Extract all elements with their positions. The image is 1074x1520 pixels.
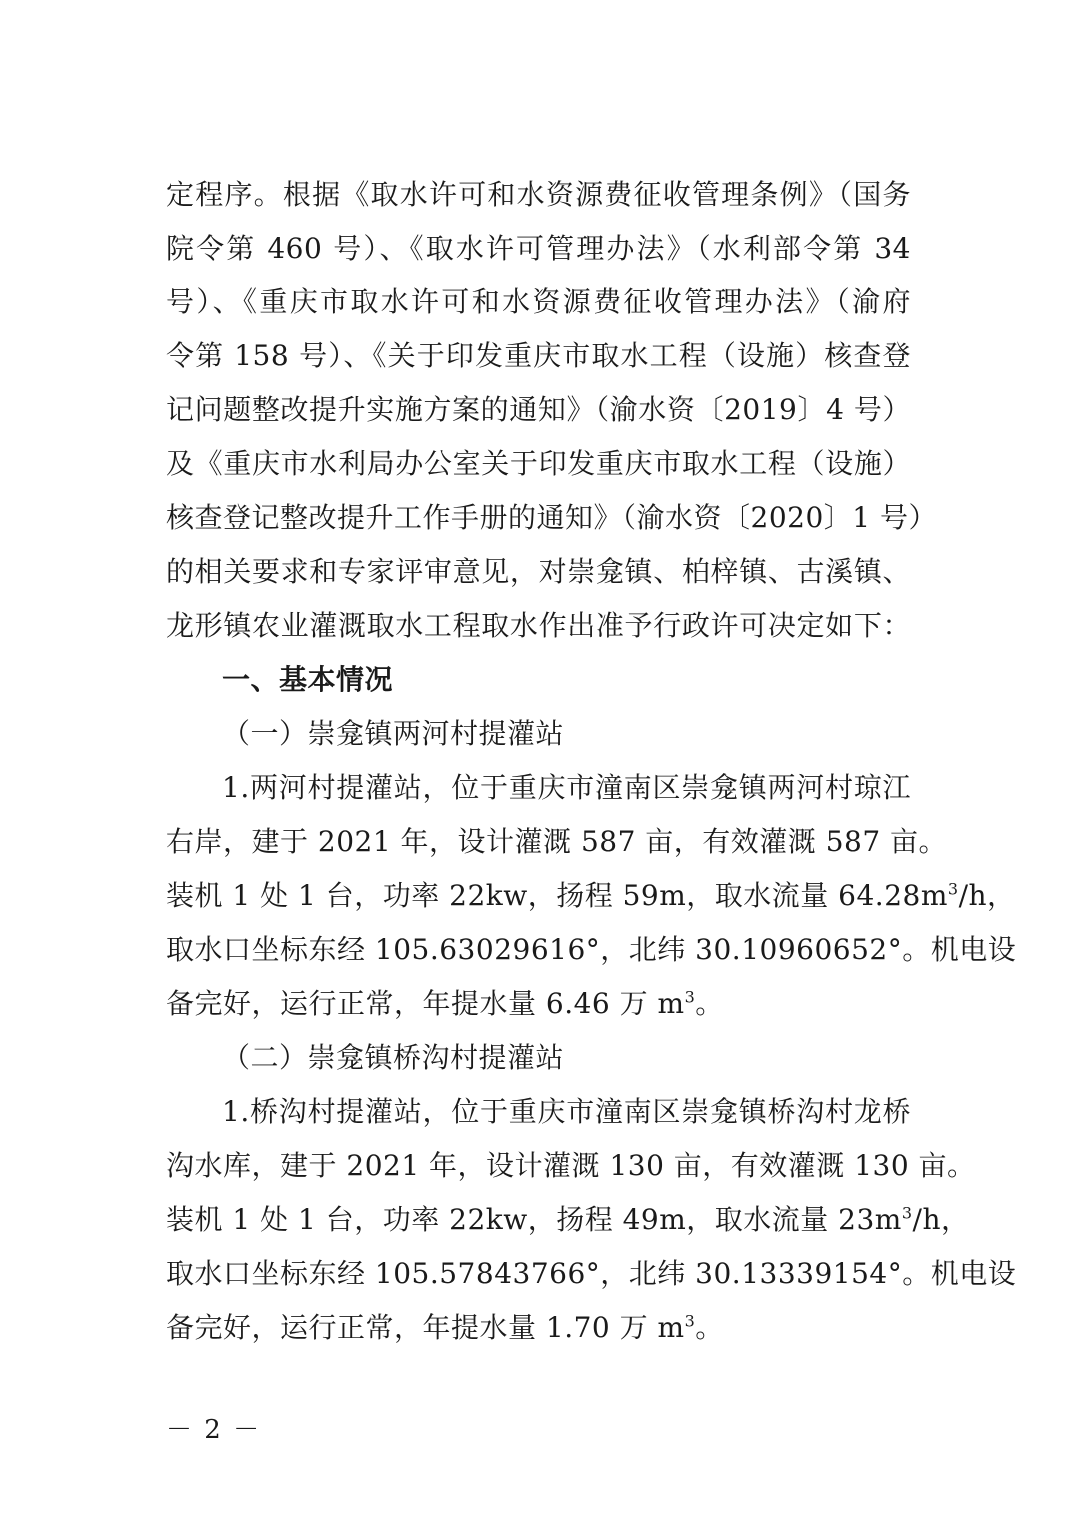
paragraph-line: [166, 1308, 911, 1348]
page-number: － 2 －: [166, 1415, 262, 1445]
paragraph-line: 龙形镇农业灌溉取水工程取水作出准予行政许可决定如下：: [166, 609, 911, 642]
paragraph-line: 号）、《重庆市取水许可和水资源费征收管理办法》（渝府: [166, 285, 911, 318]
line-text: /h，: [912, 1203, 970, 1236]
paragraph-line: 记问题整改提升实施方案的通知》（渝水资〔2019〕4 号）: [166, 393, 911, 426]
paragraph-line: 令第 158 号）、《关于印发重庆市取水工程（设施）核查登: [166, 339, 911, 372]
line-text: 。: [695, 1311, 724, 1344]
paragraph-line: [166, 984, 911, 1024]
subsection-heading: （一）崇龛镇两河村提灌站: [222, 717, 565, 750]
line-text: 。: [695, 987, 724, 1020]
paragraph-line: 取水口坐标东经 105.57843766°，北纬 30.13339154°。机电设: [166, 1257, 1017, 1290]
line-text: 备完好，运行正常，年提水量 6.46 万 m: [166, 987, 685, 1020]
paragraph-line: 的相关要求和专家评审意见，对崇龛镇、柏梓镇、古溪镇、: [166, 555, 911, 588]
paragraph-line: 1.桥沟村提灌站，位于重庆市潼南区崇龛镇桥沟村龙桥: [222, 1095, 911, 1128]
superscript: 3: [684, 987, 696, 1007]
paragraph-line: 定程序。根据《取水许可和水资源费征收管理条例》（国务: [166, 178, 911, 211]
superscript: 3: [901, 1203, 913, 1223]
paragraph-line: 及《重庆市水利局办公室关于印发重庆市取水工程（设施）: [166, 447, 911, 480]
paragraph-line: 沟水库，建于 2021 年，设计灌溉 130 亩，有效灌溉 130 亩。: [166, 1149, 976, 1182]
line-text: /h，: [958, 879, 1016, 912]
line-text: 装机 1 处 1 台，功率 22kw，扬程 49m，取水流量 23m: [166, 1203, 902, 1236]
paragraph-line: [166, 1200, 970, 1240]
superscript: 3: [947, 879, 959, 899]
line-text: 备完好，运行正常，年提水量 1.70 万 m: [166, 1311, 685, 1344]
section-heading: 一、基本情况: [222, 663, 394, 696]
paragraph-line: [166, 876, 1016, 916]
paragraph-line: 1.两河村提灌站，位于重庆市潼南区崇龛镇两河村琼江: [222, 771, 911, 804]
paragraph-line: 右岸，建于 2021 年，设计灌溉 587 亩，有效灌溉 587 亩。: [166, 825, 948, 858]
paragraph-line: 院令第 460 号）、《取水许可管理办法》（水利部令第 34: [166, 232, 911, 265]
superscript: 3: [684, 1311, 696, 1331]
line-text: 装机 1 处 1 台，功率 22kw，扬程 59m，取水流量 64.28m: [166, 879, 948, 912]
subsection-heading: （二）崇龛镇桥沟村提灌站: [222, 1041, 565, 1074]
paragraph-line: 核查登记整改提升工作手册的通知》（渝水资〔2020〕1 号）: [166, 501, 937, 534]
paragraph-line: 取水口坐标东经 105.63029616°，北纬 30.10960652°。机电设: [166, 933, 1017, 966]
